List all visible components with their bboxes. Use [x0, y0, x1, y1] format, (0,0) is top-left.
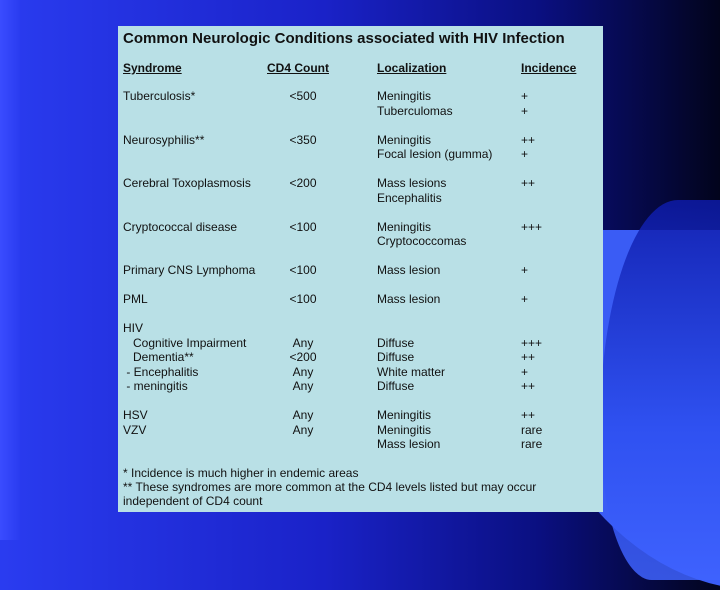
slide-title: Common Neurologic Conditions associated with HIV Infection: [123, 30, 565, 47]
footnotes: [123, 466, 598, 508]
header-cd4-count: CD4 Count: [267, 61, 329, 75]
incidence-cell: ++: [521, 408, 536, 422]
incidence-cell: +: [521, 147, 529, 161]
cd4-count-cell: [267, 191, 377, 206]
spacer-cell: [123, 205, 598, 220]
incidence-cell: ++: [521, 132, 536, 147]
table-spacer-row: [123, 162, 598, 177]
table-row: [123, 104, 598, 119]
header-incidence: Incidence: [521, 61, 577, 75]
table-row: [123, 133, 598, 148]
table-spacer-row: [123, 205, 598, 220]
table-row: [123, 423, 598, 438]
footnote-2: ** These syndromes are more common at the CD4 levels listed but may occur independent of CD4 count: [123, 479, 537, 508]
syndrome-cell: Primary CNS Lymphoma: [123, 263, 256, 277]
localization-cell: Meningitis: [377, 89, 432, 103]
cd4-count-cell: Any: [292, 422, 314, 437]
localization-cell: Diffuse: [377, 379, 415, 393]
left-decor-bar: [0, 0, 20, 540]
cd4-count-cell: <100: [289, 219, 317, 234]
table-row: [123, 191, 598, 206]
footnote-1: * Incidence is much higher in endemic areas: [123, 465, 359, 480]
spacer-cell: [123, 249, 598, 264]
incidence-cell: +: [521, 103, 529, 118]
cd4-count-cell: <200: [289, 350, 317, 364]
spacer-cell: [123, 162, 598, 177]
syndrome-cell: - Encephalitis: [123, 364, 199, 379]
cd4-count-cell: <100: [289, 292, 317, 306]
localization-cell: Mass lesion: [377, 437, 441, 451]
table-spacer-row: [123, 118, 598, 133]
cd4-count-cell: [267, 437, 377, 452]
incidence-cell: ++: [521, 176, 536, 190]
syndrome-cell: VZV: [123, 422, 147, 437]
cd4-count-cell: [267, 104, 377, 119]
localization-cell: Cryptococcomas: [377, 234, 467, 248]
table-spacer-row: [123, 249, 598, 264]
syndrome-cell: Dementia**: [123, 350, 194, 364]
incidence-cell: [521, 191, 598, 206]
cd4-count-cell: Any: [292, 379, 314, 393]
localization-cell: Encephalitis: [377, 190, 442, 205]
syndrome-cell: Cryptococcal disease: [123, 219, 238, 234]
incidence-cell: rare: [521, 422, 543, 437]
table-row: [123, 365, 598, 380]
cd4-count-cell: <500: [289, 89, 317, 103]
cd4-count-cell: [267, 234, 377, 249]
table-header-row: [123, 61, 598, 89]
table-row: [123, 292, 598, 307]
incidence-cell: ++: [521, 379, 536, 393]
cd4-count-cell: Any: [292, 335, 314, 350]
incidence-cell: +: [521, 292, 529, 306]
table-spacer-row: [123, 394, 598, 409]
localization-cell: Meningitis: [377, 408, 432, 422]
table-row: [123, 350, 598, 365]
syndrome-cell: Neurosyphilis**: [123, 132, 205, 147]
localization-cell: Tuberculomas: [377, 103, 453, 118]
table-row: [123, 321, 598, 336]
cd4-count-cell: <200: [289, 176, 317, 190]
localization-cell: Meningitis: [377, 219, 432, 234]
spacer-cell: [123, 278, 598, 293]
syndrome-cell: HIV: [123, 321, 144, 335]
table-row: [123, 263, 598, 278]
incidence-cell: [521, 321, 598, 336]
localization-cell: Mass lesion: [377, 263, 441, 277]
table-row: [123, 147, 598, 162]
syndrome-cell: Cognitive Impairment: [123, 335, 247, 350]
cd4-count-cell: Any: [292, 408, 314, 422]
table-spacer-row: [123, 278, 598, 293]
conditions-table: [123, 61, 598, 452]
incidence-cell: +: [521, 89, 529, 103]
localization-cell: Mass lesions: [377, 176, 447, 190]
syndrome-cell: [123, 234, 267, 249]
incidence-cell: +: [521, 263, 529, 277]
incidence-cell: +++: [521, 219, 543, 234]
slide-table-card: [118, 26, 603, 512]
table-row: [123, 220, 598, 235]
table-row: [123, 408, 598, 423]
header-syndrome: Syndrome: [123, 61, 182, 75]
incidence-cell: [521, 234, 598, 249]
cd4-count-cell: [267, 147, 377, 162]
cd4-count-cell: <100: [289, 263, 317, 277]
spacer-cell: [123, 394, 598, 409]
localization-cell: Mass lesion: [377, 292, 441, 306]
localization-cell: Meningitis: [377, 422, 432, 437]
syndrome-cell: [123, 191, 267, 206]
localization-cell: Meningitis: [377, 132, 432, 147]
cd4-count-cell: <350: [289, 132, 317, 147]
syndrome-cell: HSV: [123, 408, 148, 422]
localization-cell: Focal lesion (gumma): [377, 147, 493, 161]
table-body: [123, 89, 598, 452]
syndrome-cell: - meningitis: [123, 379, 188, 393]
incidence-cell: rare: [521, 437, 543, 451]
table-row: [123, 89, 598, 104]
syndrome-cell: [123, 147, 267, 162]
header-localization: Localization: [377, 61, 447, 75]
table-row: [123, 234, 598, 249]
table-row: [123, 379, 598, 394]
table-row: [123, 176, 598, 191]
localization-cell: White matter: [377, 364, 446, 379]
syndrome-cell: Cerebral Toxoplasmosis: [123, 176, 251, 190]
spacer-cell: [123, 118, 598, 133]
syndrome-cell: [123, 437, 267, 452]
cd4-count-cell: [267, 321, 377, 336]
syndrome-cell: PML: [123, 292, 148, 306]
table-row: [123, 336, 598, 351]
spacer-cell: [123, 307, 598, 322]
table-spacer-row: [123, 307, 598, 322]
incidence-cell: +++: [521, 335, 543, 350]
localization-cell: [377, 321, 521, 336]
incidence-cell: +: [521, 364, 529, 379]
table-row: [123, 437, 598, 452]
localization-cell: Diffuse: [377, 335, 415, 350]
syndrome-cell: [123, 104, 267, 119]
incidence-cell: ++: [521, 350, 536, 364]
cd4-count-cell: Any: [292, 364, 314, 379]
syndrome-cell: Tuberculosis*: [123, 89, 196, 103]
localization-cell: Diffuse: [377, 350, 415, 364]
